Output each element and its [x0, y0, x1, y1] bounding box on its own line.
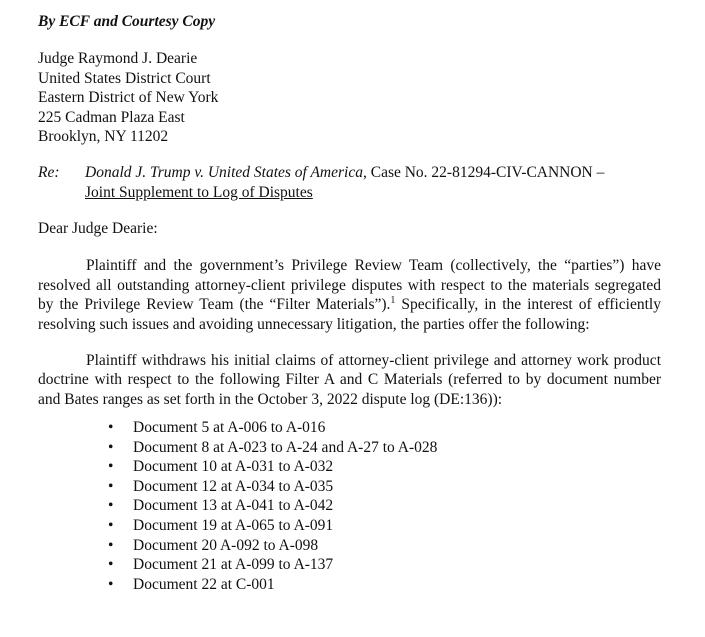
- bullet-icon: •: [108, 536, 114, 554]
- address-line: Eastern District of New York: [38, 89, 219, 106]
- document-list: [108, 418, 437, 594]
- delivery-line: By ECF and Courtesy Copy: [38, 13, 216, 30]
- bullet-icon: •: [108, 516, 114, 534]
- list-item: [108, 536, 437, 556]
- document-entry: Document 21 at A-099 to A-137: [133, 556, 334, 574]
- bullet-icon: •: [108, 497, 114, 515]
- case-number: , Case No. 22-81294-CIV-CANNON –: [362, 164, 605, 181]
- paragraph-line: [38, 295, 661, 315]
- paragraph-line: resolving such issues and avoiding unnecessary litigation, the parties offer the following:: [38, 315, 590, 333]
- bullet-icon: •: [108, 438, 114, 456]
- list-item: [108, 575, 437, 595]
- address-line: United States District Court: [38, 69, 211, 87]
- bullet-icon: •: [108, 419, 114, 436]
- list-item: [108, 516, 437, 536]
- paragraph-text: by the Privilege Review Team (the “Filter Materials”).: [38, 296, 391, 313]
- bullet-icon: •: [108, 556, 114, 574]
- bullet-icon: •: [108, 575, 114, 593]
- document-entry: Document 20 A-092 to A-098: [133, 536, 319, 554]
- paragraph-line: Plaintiff withdraws his initial claims of attorney-client privilege and attorney work product: [86, 351, 661, 369]
- list-item: [108, 496, 437, 516]
- paragraph-line: Plaintiff and the government’s Privilege Review Team (collectively, the “parties”) have: [86, 257, 661, 274]
- address-line: Brooklyn, NY 11202: [38, 128, 169, 145]
- re-case-line: [85, 163, 604, 183]
- document-entry: Document 19 at A-065 to A-091: [133, 516, 334, 534]
- document-entry: Document 5 at A-006 to A-016: [133, 419, 326, 436]
- document-entry: Document 12 at A-034 to A-035: [133, 477, 334, 495]
- salutation: Dear Judge Dearie:: [38, 220, 158, 237]
- list-item: [108, 418, 437, 438]
- paragraph-line: and Bates ranges as set forth in the October 3, 2022 dispute log (DE:136)):: [38, 390, 503, 408]
- address-line: 225 Cadman Plaza East: [38, 108, 185, 126]
- list-item: [108, 457, 437, 477]
- document-entry: Document 13 at A-041 to A-042: [133, 497, 334, 515]
- re-label: Re:: [38, 164, 60, 181]
- list-item: [108, 477, 437, 497]
- list-item: [108, 438, 437, 458]
- document-entry: Document 8 at A-023 to A-24 and A-27 to A-028: [133, 438, 438, 456]
- paragraph-line: resolved all outstanding attorney-client privilege disputes with respect to the materials segregated: [38, 276, 661, 294]
- bullet-icon: •: [108, 477, 114, 495]
- bullet-icon: •: [108, 458, 114, 476]
- paragraph-line: doctrine with respect to the following Filter A and C Materials (referred to by document number: [38, 371, 661, 388]
- footnote-marker: 1: [390, 295, 396, 306]
- document-entry: Document 10 at A-031 to A-032: [133, 458, 334, 476]
- case-name: Donald J. Trump v. United States of America: [85, 164, 363, 181]
- paragraph-text: Specifically, in the interest of efficiently: [395, 296, 661, 313]
- list-item: [108, 555, 437, 575]
- document-entry: Document 22 at C-001: [133, 575, 275, 593]
- re-subject: Joint Supplement to Log of Disputes: [85, 183, 313, 201]
- address-line: Judge Raymond J. Dearie: [38, 50, 198, 67]
